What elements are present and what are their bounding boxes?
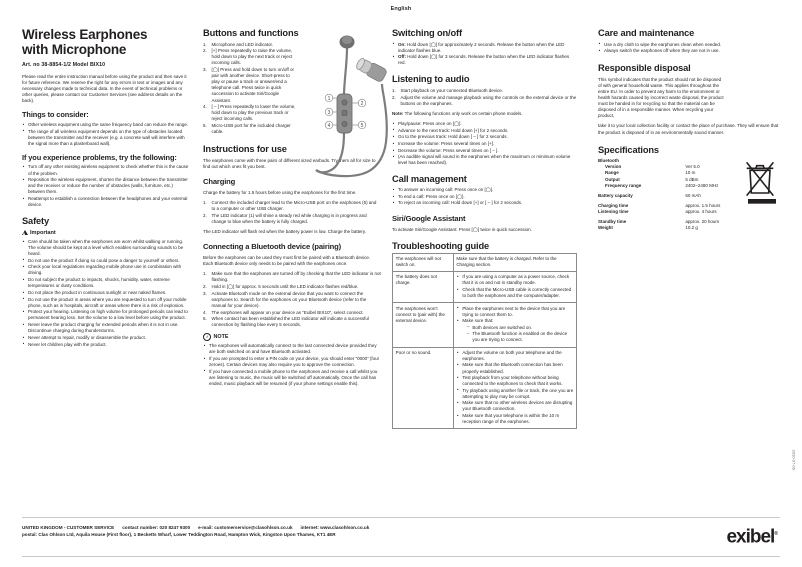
disposal-paragraph-2: take it to your local collection facility or contact the place of purchase. They will ensure that the product is disposed of in an environmentally sound manner. (598, 123, 779, 135)
footer-country-label: UNITED KINGDOM - CUSTOMER SERVICE (22, 525, 115, 530)
table-row (393, 272, 577, 303)
callout-4: 4 (327, 122, 331, 129)
off-label: Off: (398, 54, 406, 60)
solution-list (456, 274, 573, 299)
spec-row (598, 225, 784, 231)
brand-logo (726, 525, 778, 546)
list-item: • Increase the volume: Press several times on [+]. (392, 141, 577, 147)
list-item: • Make sure that your telephone is within the 10 m reception range of the earphones. (456, 413, 573, 425)
footer-email: e-mail: customerservice@clasohlson.co.uk (198, 525, 293, 530)
things-to-consider-heading: Things to consider: (22, 110, 89, 120)
listening-heading: Listening to audio (392, 74, 470, 85)
footer-divider-bottom (22, 556, 780, 557)
things-to-consider-list (22, 122, 190, 147)
problem-cell: The battery does not charge. (393, 272, 454, 303)
list-item: • Do not use the product in areas where you are requested to turn off your mobile phone, such as in hospitals, aircraft or areas where there is a risk of explosion. (22, 297, 190, 309)
spec-key: Weight (598, 225, 613, 231)
problem-cell: The earphones won’t connect to (pair with) the external device. (393, 303, 454, 347)
solution-list (456, 350, 573, 425)
off-text: Hold down [◯] for 3 seconds. Release the button when the LED indicator flashes red. (398, 54, 570, 66)
list-item: • Always switch the earphones off when they are not in use. (598, 48, 784, 54)
spec-key: Version (605, 163, 622, 169)
charging-steps (203, 200, 381, 225)
language-label: English (390, 6, 412, 12)
pairing-heading: Connecting a Bluetooth device (pairing) (203, 242, 342, 252)
list-item (456, 318, 573, 343)
spec-value: approx. 4 hours (685, 208, 717, 214)
list-item: Microphone and LED indicator. (211, 41, 274, 47)
list-item: • Go to the previous track: Hold down [ – ] for 2 seconds. (392, 134, 577, 140)
call-management-list (392, 187, 577, 206)
list-item: – Both devices are switched on. (466, 325, 573, 331)
list-item: • Check your local regulations regarding mobile phone use in combination with driving. (22, 264, 190, 276)
list-item: The earphones will appear on your device as “Exibel BIX10”, select connect. (211, 309, 364, 315)
list-item: • Adjust the volume on both your telephone and the earphones. (456, 350, 573, 362)
table-row (393, 347, 577, 429)
note-label: Note: (392, 110, 404, 116)
column-3 (392, 28, 577, 429)
list-item: • Make sure that the Bluetooth connection has been properly established. (456, 362, 573, 374)
problem-cell: Poor or no sound. (393, 347, 454, 429)
spec-key: Battery capacity (598, 192, 633, 198)
table-row (393, 303, 577, 347)
spec-key: Standby time (598, 218, 627, 224)
buttons-list (203, 42, 297, 136)
troubleshooting-table (392, 253, 577, 430)
spec-key: Listening time (598, 208, 629, 214)
spec-key: Charging time (598, 202, 629, 208)
solution-cell (453, 272, 576, 303)
list-item: • If you are using a computer as a power source, check that it is on and not in standby mode. (456, 274, 573, 286)
call-management-heading: Call management (392, 173, 467, 184)
assistant-text: To activate Siri/Google Assistant: Press [◯] twice in quick succession. (392, 226, 532, 232)
list-item: • If you are prompted to enter a PIN code on your device, you should enter “0000” (four zeroes). Certain devices may also require you to approve the connection. (203, 356, 381, 368)
list-item: [ – ] Press repeatedly to lower the volume, hold down to play the previous track or reject incoming calls. (211, 104, 296, 122)
listening-functions-list (392, 121, 577, 167)
spec-value: 60 mAh (685, 192, 701, 198)
problem-cell: The earphones will not switch on. (393, 253, 454, 271)
listening-steps (392, 88, 577, 107)
instructions-intro: The earphones come with three pairs of different sized earbuds. Try them all for size to find out which ones fit you best. (203, 157, 376, 169)
earphones-diagram (300, 30, 396, 180)
list-item: • Test playback from your telephone without being connected to the earphones to check that it works. (456, 375, 573, 387)
list-item: • Do not place the product in continuous sunlight or near naked flames. (22, 290, 190, 296)
title-line-2: with Microphone (22, 41, 127, 57)
charging-heading: Charging (203, 176, 236, 186)
switching-heading: Switching on/off (392, 28, 462, 38)
note-heading (203, 333, 381, 341)
footer-internet: internet: www.clasohlson.co.uk (300, 525, 370, 530)
document-side-code: 2020-07-09 (791, 449, 796, 470)
list-item: • To end a call: Press once on [◯]. (392, 194, 577, 200)
disposal-paragraph-1: This symbol indicates that the product should not be disposed of with general household waste. This applies throughout the entire EU. In order to prevent any harm to the environment or health hazards caused by incorrect waste disposal, the product must be handed in for recycling so that the material can be disposed of in a responsible manner. When recycling your product, (598, 76, 724, 119)
solution-text: Make sure that the battery is charged. Refer to the Charging section. (456, 255, 557, 267)
assistant-heading: Siri/Google Assistant (392, 213, 466, 223)
list-item: Make sure that the earphones are turned off by checking that the LED indicator is not flashing. (211, 271, 381, 283)
list-item: [+] Press repeatedly to raise the volume, hold down to play the next track or reject incoming calls. (211, 48, 293, 66)
list-item: • Other wireless equipment using the same frequency band can reduce the range. (22, 122, 190, 128)
column-4 (598, 28, 784, 231)
important-label: Important (30, 229, 56, 236)
list-item: The LED indicator (1) will shine a steady red while charging is in progress and change to blue when the battery is fully charged. (211, 212, 367, 224)
spec-value: 2402–2480 MHz (685, 182, 719, 188)
warning-triangle-icon (22, 230, 28, 235)
spec-value: 10 m (685, 170, 696, 176)
solution-cell (453, 253, 576, 271)
table-row (393, 253, 577, 271)
registered-mark: ® (774, 531, 778, 537)
list-item: • Check that the Micro-USB cable is correctly connected to both the earphones and the computer/adapter. (456, 287, 573, 299)
switching-list (392, 42, 577, 67)
weee-bin-icon (742, 161, 782, 205)
problems-heading: If you experience problems, try the following: (22, 152, 177, 162)
footer (22, 524, 712, 538)
disposal-heading: Responsible disposal (598, 63, 691, 74)
on-text: Hold down [◯] for approximately 2 seconds. Release the button when the LED indicator flashes blue. (398, 41, 565, 53)
list-item (392, 42, 577, 54)
sub-solution-list (462, 325, 573, 344)
callout-2: 2 (360, 100, 364, 107)
list-item: Hold in [◯] for approx. 5 seconds until the LED indicator flashes red/blue. (211, 284, 359, 290)
spec-value: approx. 20 hours (685, 218, 720, 224)
callout-1: 1 (327, 95, 331, 102)
list-item: • To reject an incoming call: Hold down [+] or [ – ] for 2 seconds. (392, 200, 577, 206)
note-label: NOTE (213, 333, 229, 340)
page-title (22, 28, 190, 57)
troubleshooting-heading: Troubleshooting guide (392, 240, 490, 251)
intro-paragraph: Please read the entire instruction manual before using the product and then save it for future reference. We reserve the right for any errors in text or images and any necessary changes made to technical data. In the event of technical problems or other queries, please contact our Customer Services (see address details on the back). (22, 74, 187, 104)
info-icon: i (203, 333, 211, 341)
list-item: • Place the earphones next to the device that you are trying to connect them to. (456, 306, 573, 318)
list-item: • Advance to the next track: Hold down [+] for 2 seconds. (392, 128, 577, 134)
callout-3: 3 (327, 109, 331, 116)
list-item: • Never let children play with the product. (22, 342, 190, 348)
list-item: • To answer an incoming call: Press once on [◯]. (392, 187, 577, 193)
buttons-heading: Buttons and functions (203, 28, 299, 38)
spec-value: 10.2 g (685, 225, 698, 231)
list-item: [◯] Press and hold down to turn on/off or pair with another device. Short-press to play or pause a track or answer/end a telephone call. Press twice in quick succession to activate Siri/Google Assistant. (211, 67, 295, 103)
list-item: • Reposition the wireless equipment, shorten the distance between the transmitter and the receiver or reduce the number of obstacles (walls, furniture, etc.) between them. (22, 177, 190, 195)
footer-divider-top (22, 517, 780, 518)
pairing-lead: Before the earphones can be used they must first be paired with a Bluetooth device. Each Bluetooth device only needs to be paired with the earphones once. (203, 255, 371, 267)
problems-list (22, 164, 190, 208)
footer-postal: postal: Clas Ohlson Ltd, Aquila House (First floor), 1 Becketts Wharf, Lower Teddington Road, Hampton Wick, Kingston Upon Thames, KT1 4ER (22, 532, 336, 537)
list-item: • Try playback using another file or track, the one you are attempting to play may be corrupt. (456, 388, 573, 400)
list-item: • Decrease the volume: Press several times on [ – ]. (392, 148, 577, 154)
spec-key: Output (605, 176, 620, 182)
spec-group-label: Bluetooth (598, 157, 619, 163)
on-label: On: (398, 41, 406, 47)
spec-value: approx. 1.5 hours (685, 202, 721, 208)
list-item: Connect the included charger lead to the Micro-USB port on the earphones (5) and to a computer or other USB charger. (211, 200, 377, 212)
important-notice (22, 230, 190, 236)
column-1 (22, 28, 190, 352)
list-item: • Protect your hearing. Listening on high volume for prolonged periods can lead to permanent hearing loss. Set the volume to a low level before using the product. (22, 309, 190, 321)
list-item: • If you have connected a mobile phone to the earphones and receive a call whilst you are listening to music, the music will be switched off automatically. Once the call has ended, music playback will be resumed (if your phone settings enable this). (203, 369, 381, 387)
solution-list (456, 306, 573, 344)
charging-outro: The LED indicator will flash red when the battery power is low. Charge the battery. (203, 229, 366, 235)
list-item: • Make sure that no other wireless devices are disrupting your Bluetooth connection. (456, 400, 573, 412)
list-item: When contact has been established the LED indicator will indicate a successful connection by flashing blue every 5 seconds. (211, 316, 369, 328)
safety-heading: Safety (22, 216, 50, 227)
listening-note (392, 111, 577, 117)
spec-key: Frequency range (605, 182, 642, 188)
care-list (598, 42, 784, 55)
list-item: • Never leave the product charging for extended periods when it is not in use. Discontinue charging during thunderstorms. (22, 322, 190, 334)
list-item: • The earphones will automatically connect to the last connected device provided they are both switched on and have Bluetooth activated. (203, 343, 381, 355)
solution-text: Make sure that: (462, 318, 494, 324)
solution-cell (453, 303, 576, 347)
spec-value: 5 dBm (685, 176, 699, 182)
list-item: • Reattempt to establish a connection between the headphones and your external device. (22, 196, 190, 208)
list-item: • The range of all wireless equipment depends on the type of obstacles located between the transmitter and the receiver (e.g. a concrete wall will interfere with the signal more than a plasterboard wall). (22, 129, 190, 147)
list-item: • (An audible signal will sound in the earphones when the maximum or minimum volume level has been reached). (392, 154, 577, 166)
pairing-steps (203, 271, 381, 328)
column-container (0, 28, 802, 506)
list-item: • Never attempt to repair, modify or disassemble the product. (22, 335, 190, 341)
article-number: Art. no 38-8854-1/2 Model BIX10 (22, 62, 106, 68)
pairing-notes-list (203, 343, 381, 387)
list-item: Adjust the volume and manage playback using the controls on the external device or the buttons on the earphones. (400, 94, 577, 106)
list-item: • Play/pause: Press once on [◯]. (392, 121, 577, 127)
list-item: • Care should be taken when the earphones are worn whilst walking or running. The volume should be kept at a level which enables surrounding sounds to be heard. (22, 239, 190, 257)
note-text: The following functions only work on certain phone models. (403, 110, 523, 116)
list-item: Activate Bluetooth mode on the external device that you want to connect the earphones to. Search for the earphones on your Bluetooth device (refer to the manual for your device). (211, 290, 367, 308)
footer-contact: contact number: 020 8247 9300 (122, 525, 191, 530)
instructions-heading: Instructions for use (203, 144, 287, 155)
list-item: • Use a dry cloth to wipe the earphones clean when needed. (598, 42, 784, 48)
spec-key: Range (605, 170, 619, 176)
list-item (392, 54, 577, 66)
list-item: • Do not subject the product to impacts, shocks, humidity, water, extreme temperatures or dusty conditions. (22, 277, 190, 289)
spec-value: Ver 5.0 (685, 163, 700, 169)
charging-lead: Charge the battery for 1.5 hours before using the earphones for the first time. (203, 189, 357, 195)
list-item: Start playback on your connected Bluetooth device. (400, 87, 504, 93)
list-item: Micro-USB port for the included charger cable. (211, 123, 291, 135)
solution-cell (453, 347, 576, 429)
safety-list (22, 239, 190, 348)
list-item: • Turn off any other existing wireless equipment to check whether this is the cause of the problem. (22, 164, 190, 176)
list-item: – The Bluetooth function is enabled on the device you are trying to connect. (466, 331, 573, 343)
list-item: • Do not use the product if doing so could pose a danger to yourself or others. (22, 258, 190, 264)
care-heading: Care and maintenance (598, 28, 695, 38)
brand-name: exibel (726, 526, 775, 548)
title-line-1: Wireless Earphones (22, 27, 148, 42)
specifications-heading: Specifications (598, 144, 659, 155)
callout-5: 5 (360, 122, 364, 129)
